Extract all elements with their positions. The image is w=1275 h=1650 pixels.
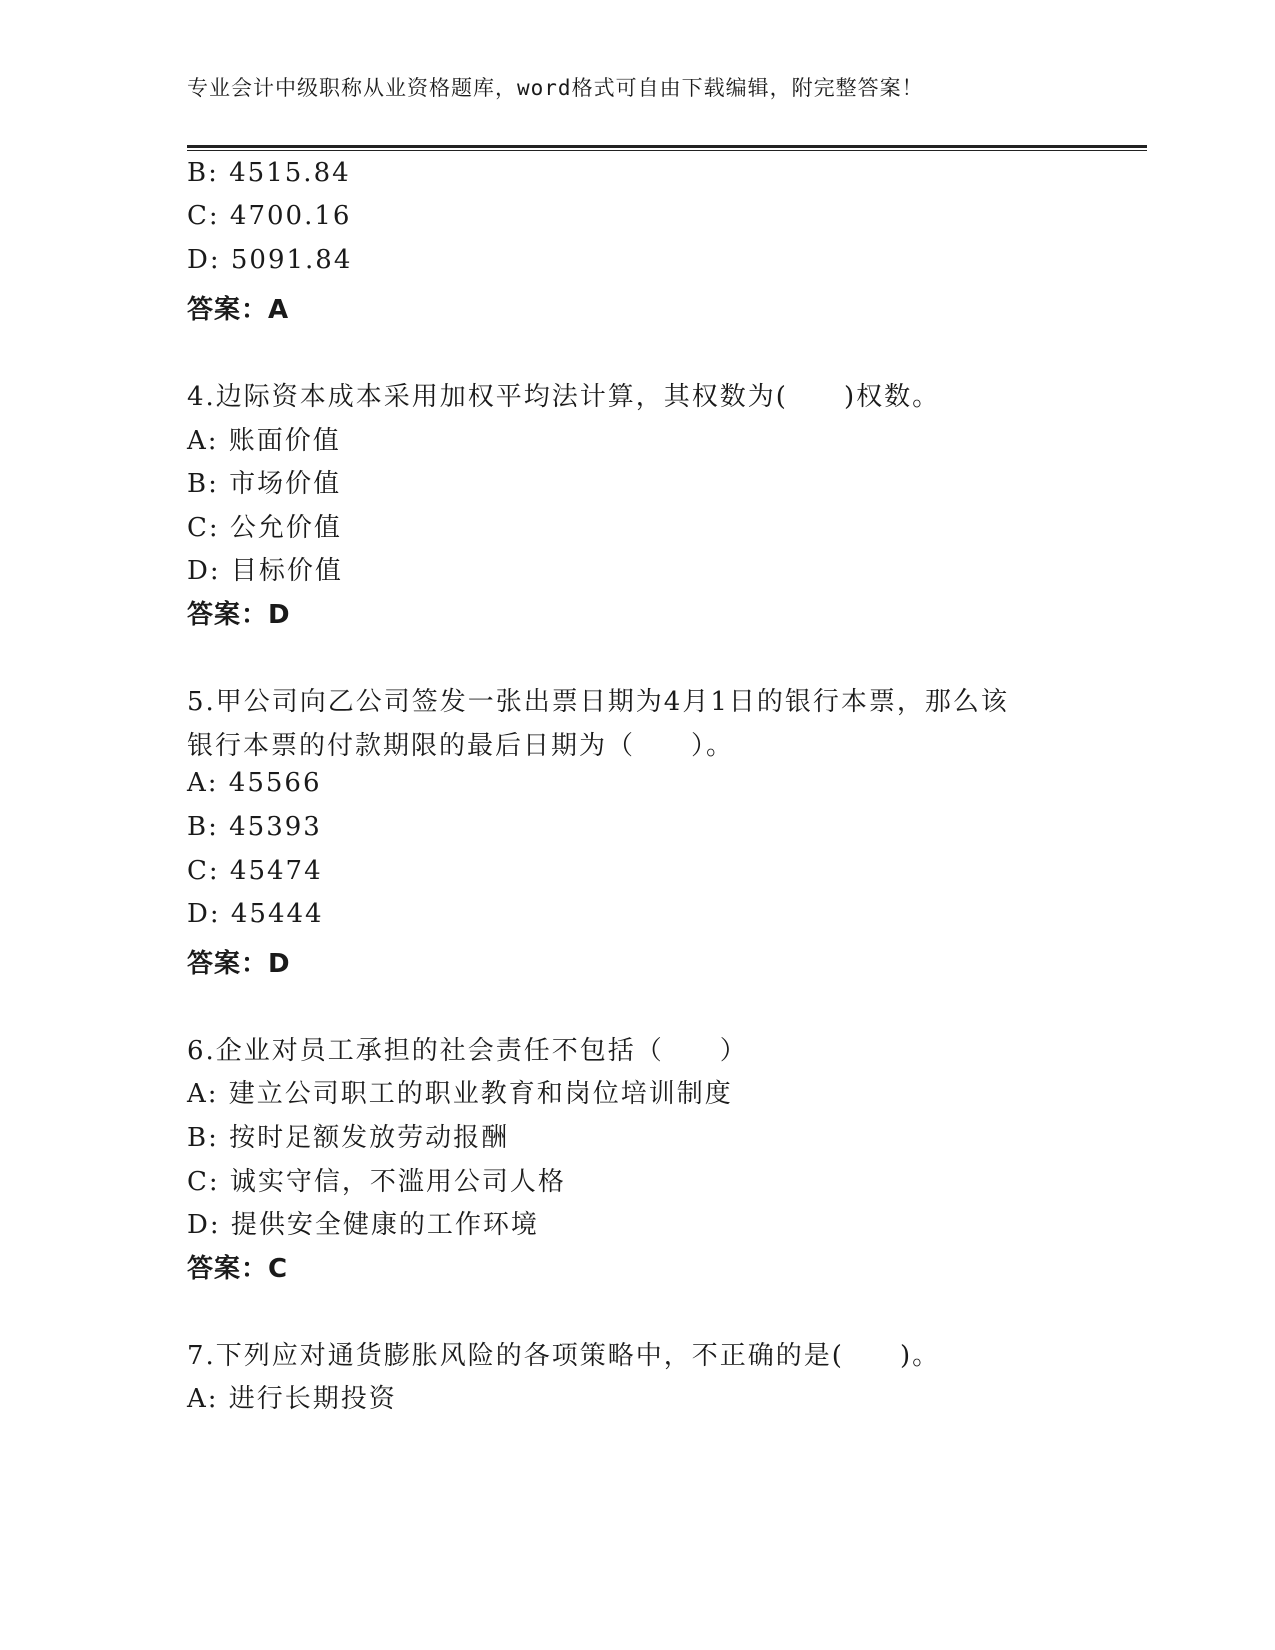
q5-option-b: B: 45393 [187, 812, 322, 842]
q3-answer: 答案：A [187, 295, 290, 325]
q4-option-d: D: 目标价值 [187, 556, 343, 586]
q5-option-c: C: 45474 [187, 856, 323, 886]
q4-stem: 4.边际资本成本采用加权平均法计算，其权数为( )权数。 [187, 382, 941, 412]
q3-option-d: D: 5091.84 [187, 245, 353, 275]
q5-answer: 答案：D [187, 949, 291, 979]
q6-option-c: C: 诚实守信，不滥用公司人格 [187, 1167, 566, 1197]
q7-stem: 7.下列应对通货膨胀风险的各项策略中，不正确的是( )。 [187, 1341, 941, 1371]
q4-option-b: B: 市场价值 [187, 469, 342, 499]
q6-answer: 答案：C [187, 1254, 289, 1284]
q6-option-a: A: 建立公司职工的职业教育和岗位培训制度 [187, 1079, 733, 1109]
q5-stem-line2: 银行本票的付款期限的最后日期为（ ）。 [187, 731, 735, 761]
q3-option-c: C: 4700.16 [187, 201, 352, 231]
q5-option-a: A: 45566 [187, 768, 322, 798]
q6-option-b: B: 按时足额发放劳动报酬 [187, 1123, 510, 1153]
q5-option-d: D: 45444 [187, 899, 324, 929]
header-divider [187, 145, 1147, 151]
q4-option-c: C: 公允价值 [187, 513, 342, 543]
q5-stem-line1: 5.甲公司向乙公司签发一张出票日期为4月1日的银行本票，那么该 [187, 687, 1009, 717]
page-header-text: 专业会计中级职称从业资格题库，word格式可自由下载编辑，附完整答案！ [187, 76, 924, 100]
q6-stem: 6.企业对员工承担的社会责任不包括（ ） [187, 1036, 748, 1066]
q4-answer: 答案：D [187, 600, 291, 630]
q4-option-a: A: 账面价值 [187, 426, 341, 456]
q3-option-b: B: 4515.84 [187, 158, 351, 188]
q6-option-d: D: 提供安全健康的工作环境 [187, 1210, 539, 1240]
q7-option-a: A: 进行长期投资 [187, 1384, 397, 1414]
